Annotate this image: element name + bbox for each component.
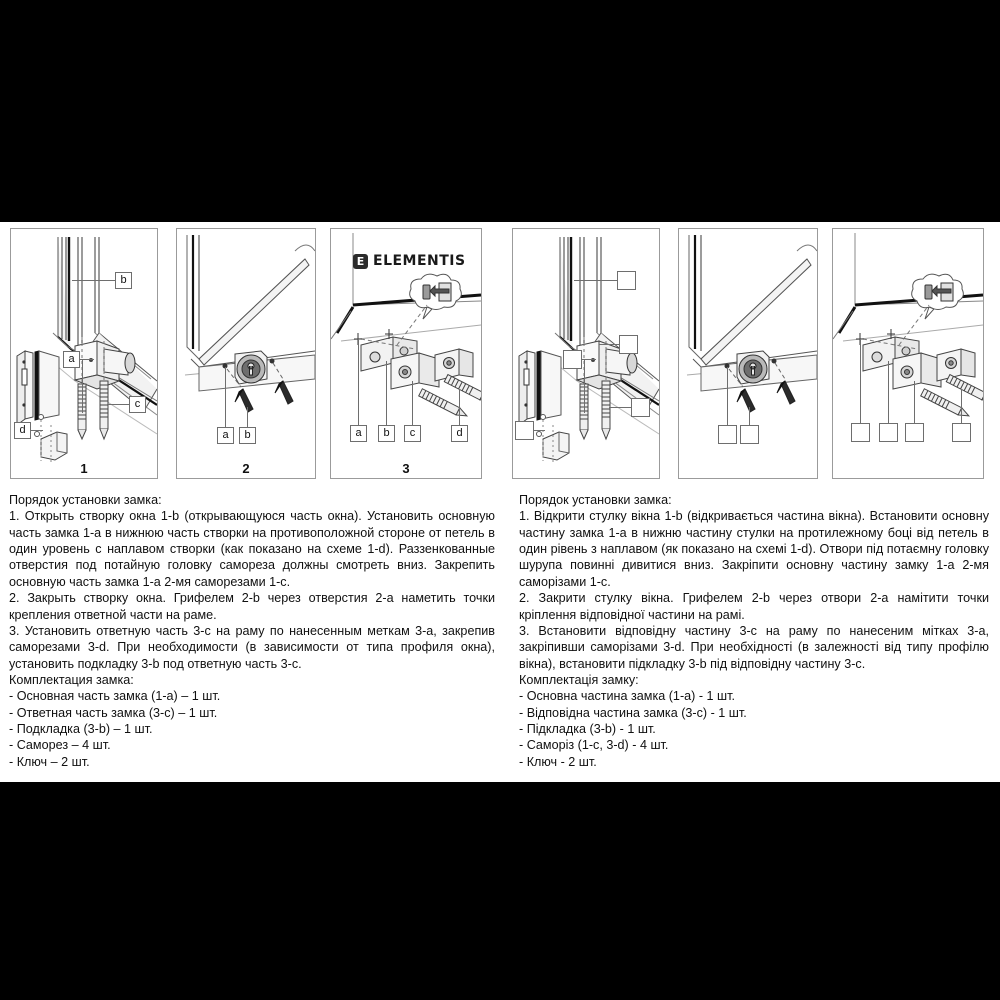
leader-line [749,407,750,425]
leader-line [727,367,728,425]
diagram-panel-5 [678,228,818,479]
panel-3-label-d: d [451,425,468,442]
leader-line [961,389,962,423]
panel-3-label-b: b [378,425,395,442]
ukrainian-kit-heading: Комплектація замку: [519,672,639,687]
russian-kit-item: - Ключ – 2 шт. [9,754,90,769]
ukrainian-heading: Порядок установки замка: [519,493,672,507]
panel-4-label-1 [617,271,636,290]
panel-1-label-a: a [63,351,80,368]
leader-line [459,389,460,425]
panel-6-label-4 [952,423,971,442]
russian-instructions [9,492,495,770]
diagram-panel-2 [176,228,316,479]
panel-3-label-a: a [350,425,367,442]
leader-line [386,361,387,425]
leader-line [31,430,43,431]
leader-line [107,404,129,405]
panel-6-label-2 [879,423,898,442]
instruction-sheet [0,222,1000,782]
panel-1-number: 1 [80,461,88,476]
leader-line [80,359,94,360]
leader-line [247,407,248,427]
leader-line [533,430,545,431]
panel-1-label-d: d [14,422,31,439]
ukrainian-instructions [519,492,989,770]
elementis-logo [353,253,466,269]
russian-kit-item: - Ответная часть замка (3-c) – 1 шт. [9,705,218,720]
russian-kit-item: - Основная часть замка (1-a) – 1 шт. [9,689,221,704]
panel-1-drawing [11,229,157,478]
panel-1-label-b: b [115,272,132,289]
ukrainian-step-2: 2. Закрити стулку вікна. Грифелем 2-b через отвори 2-a намітити точки кріплення відповідної частини на рамі. [519,591,989,622]
leader-line [358,339,359,425]
panel-5-label-2 [740,425,759,444]
leader-line [609,407,631,408]
leader-line [860,339,861,423]
elementis-wordmark: ELEMENTIS [373,253,466,269]
russian-step-3: 3. Установить ответную часть 3-c на раму по нанесенным меткам 3-a, закрепив саморезами 3-d. При необходимости (в зависимости от типа профиля окна), установить подкладку 3-b под ответную часть 3-c. [9,623,495,671]
ukrainian-step-1: 1. Відкрити стулку вікна 1-b (відкривається частина вікна). Встановити основну частину замка 1-a в нижню частину стулки на протилежному боці від петель в один рівень з наплавом (як показано на схемі 1-d). Отвори під потаємну головку шурупа повинні дивитися вниз. Закріпити основну частину замку 1-a 2-мя саморізами 1-c. [519,509,989,589]
panel-4-label-4 [631,398,650,417]
leader-line [412,381,413,425]
diagram-panel-3 [330,228,482,479]
leader-line [584,359,585,413]
panel-1-label-c: c [129,396,146,413]
panel-4-label-2 [619,335,638,354]
leader-line [888,361,889,423]
leader-line [914,381,915,423]
leader-line [225,367,226,427]
diagram-panel-6 [832,228,984,479]
panel-3-number: 3 [402,461,410,476]
panel-5-label-1 [718,425,737,444]
ukrainian-kit-item: - Ключ - 2 шт. [519,754,597,769]
leader-line [82,359,83,413]
russian-heading: Порядок установки замка: [9,493,162,507]
diagram-panel-1 [10,228,158,479]
russian-step-1: 1. Открыть створку окна 1-b (открывающуюся часть окна). Установить основную часть замка 1-a в нижнюю часть створки на противоположной стороне от петель в один уровень с наплавом створки (как показано на схеме 1-d). Раззенкованные отверстия под потайную головку самореза должны смотреть вниз. Закрепить основную часть замка 1-a 2-мя саморезами 1-c. [9,509,495,589]
russian-step-2: 2. Закрыть створку окна. Грифелем 2-b через отверстия 2-a наметить точки крепления ответной части на раме. [9,591,495,622]
panel-6-label-3 [905,423,924,442]
leader-line [72,280,115,281]
russian-kit-item: - Саморез – 4 шт. [9,738,111,753]
ukrainian-kit-item: - Саморіз (1-c, 3-d) - 4 шт. [519,738,669,753]
panel-2-label-b: b [239,427,256,444]
russian-kit-heading: Комплектация замка: [9,672,134,687]
ukrainian-kit-item: - Відповідна частина замка (3-c) - 1 шт. [519,705,747,720]
diagram-strip [0,228,1000,486]
panel-2-label-a: a [217,427,234,444]
elementis-badge-icon: E [353,254,368,269]
ukrainian-step-3: 3. Встановити відповідну частину 3-c на раму по нанесеним мітках 3-a, закріпивши саморізами 3-d. При необхідності (в залежності від типу профілю вікна), встановити підкладку 3-b під відповідну частину 3-c. [519,623,989,671]
panel-4-label-5 [515,421,534,440]
leader-line [574,280,617,281]
ukrainian-kit-item: - Основна частина замка (1-a) - 1 шт. [519,689,735,704]
russian-kit-item: - Подкладка (3-b) – 1 шт. [9,722,153,737]
panel-6-label-1 [851,423,870,442]
diagram-panel-4 [512,228,660,479]
panel-4-label-3 [563,350,582,369]
panel-3-label-c: c [404,425,421,442]
panel-2-number: 2 [242,461,250,476]
leader-line [582,359,596,360]
ukrainian-kit-item: - Підкладка (3-b) - 1 шт. [519,722,656,737]
leader-line [599,344,619,345]
